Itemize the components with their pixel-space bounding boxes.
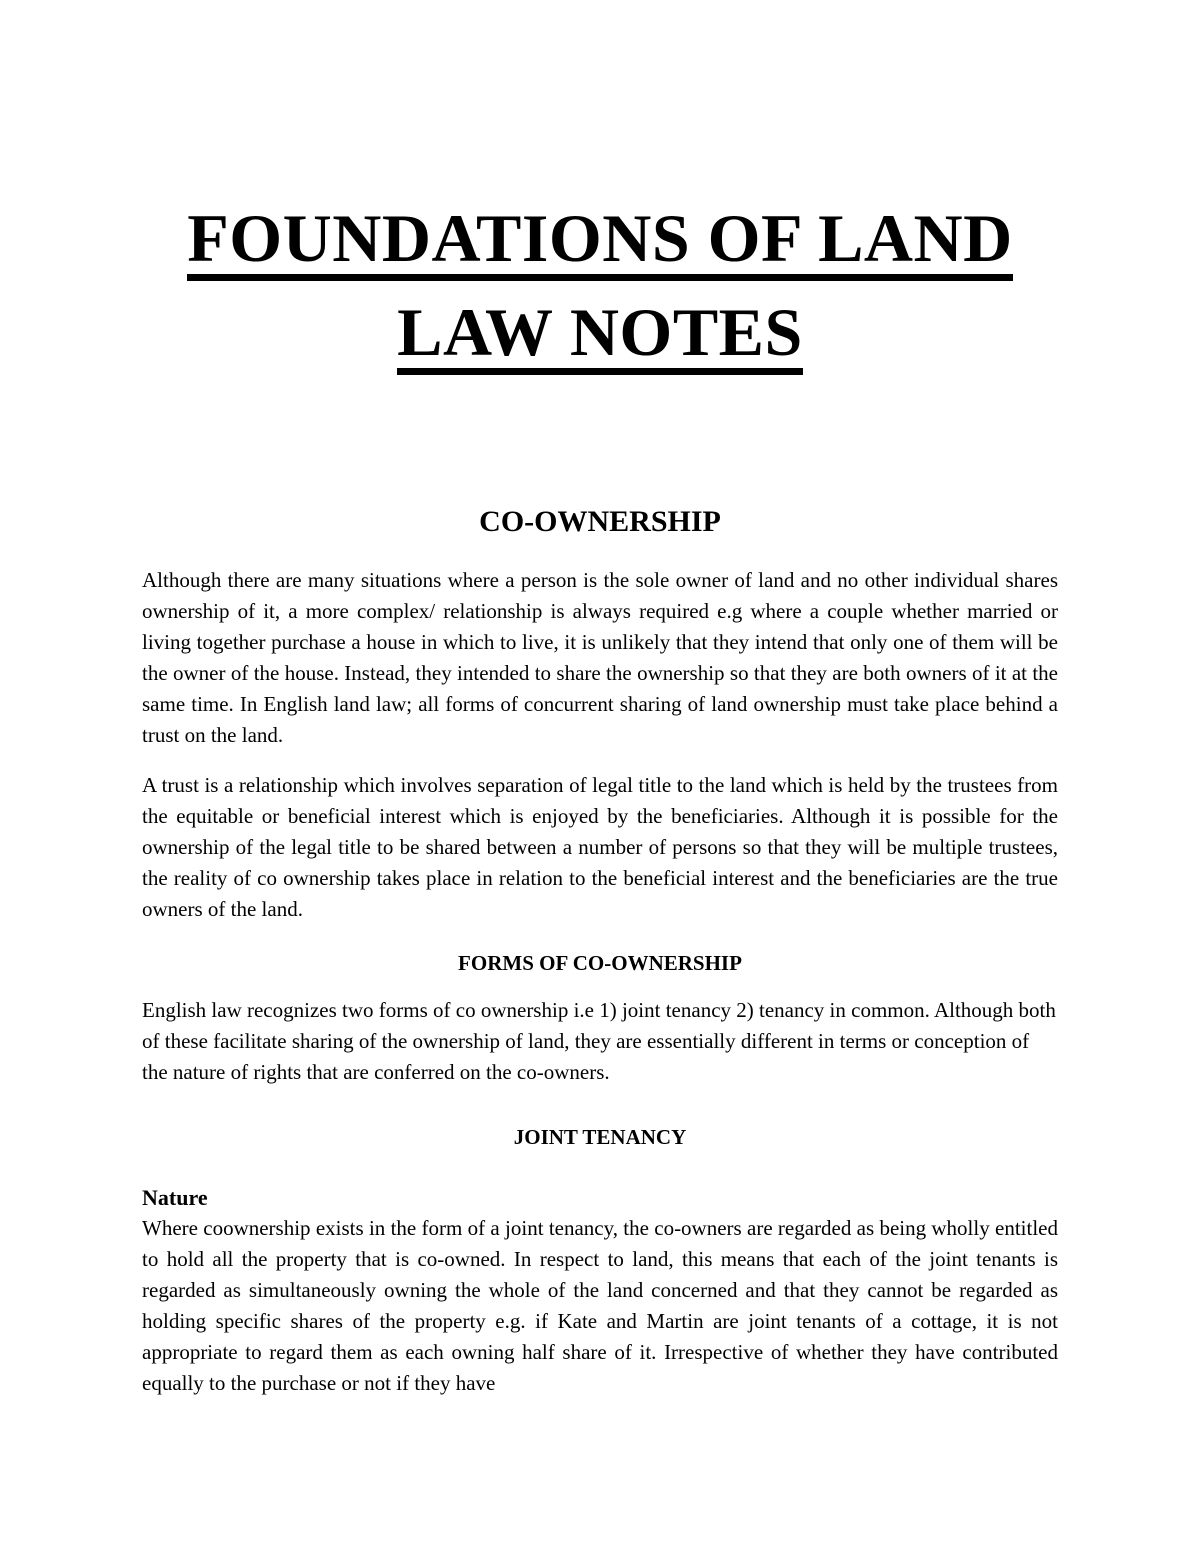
heading-forms-of-coownership: FORMS OF CO-OWNERSHIP bbox=[458, 951, 742, 975]
document-title-line-1 bbox=[0, 198, 1200, 281]
document-title-line-2 bbox=[0, 292, 1200, 375]
document-title-text-1: FOUNDATIONS OF LAND bbox=[187, 202, 1013, 281]
paragraph-nature: Where coownership exists in the form of a joint tenancy, the co-owners are regarded as being wholly entitled to hold all the property that is co-owned. In respect to land, this means that each of the joint tenants is regarded as simultaneously owning the whole of the land concerned and that they cannot be regarded as holding specific shares of the property e.g. if Kate and Martin are joint tenants of a cottage, it is not appropriate to regard them as each owning half share of it. Irrespective of whether they have contributed equally to the purchase or not if they have bbox=[142, 1216, 1058, 1395]
heading-joint-tenancy: JOINT TENANCY bbox=[513, 1125, 687, 1149]
paragraph-trust: A trust is a relationship which involves separation of legal title to the land which is held by the trustees from the equitable or beneficial interest which is enjoyed by the beneficiaries. Although it is possible for the ownership of the legal title to be shared between a number of persons so that they will be multiple trustees, the reality of co ownership takes place in relation to the beneficial interest and the beneficiaries are the true owners of the land. bbox=[142, 773, 1058, 921]
paragraph-intro: Although there are many situations where a person is the sole owner of land and no other individual shares ownership of it, a more complex/ relationship is always required e.g where a couple whether married or living together purchase a house in which to live, it is unlikely that they intend that only one of them will be the owner of the house. Instead, they intended to share the ownership so that they are both owners of it at the same time. In English land law; all forms of concurrent sharing of land ownership must take place behind a trust on the land. bbox=[142, 568, 1058, 747]
section-heading-coownership: CO-OWNERSHIP bbox=[479, 505, 721, 538]
paragraph-forms: English law recognizes two forms of co ownership i.e 1) joint tenancy 2) tenancy in common. Although both of these facilitate sharing of the ownership of land, they are essentially different in terms or conception of the nature of rights that are conferred on the co-owners. bbox=[142, 998, 1056, 1084]
document-title-text-2: LAW NOTES bbox=[397, 296, 803, 375]
subheading-nature: Nature bbox=[142, 1185, 208, 1210]
